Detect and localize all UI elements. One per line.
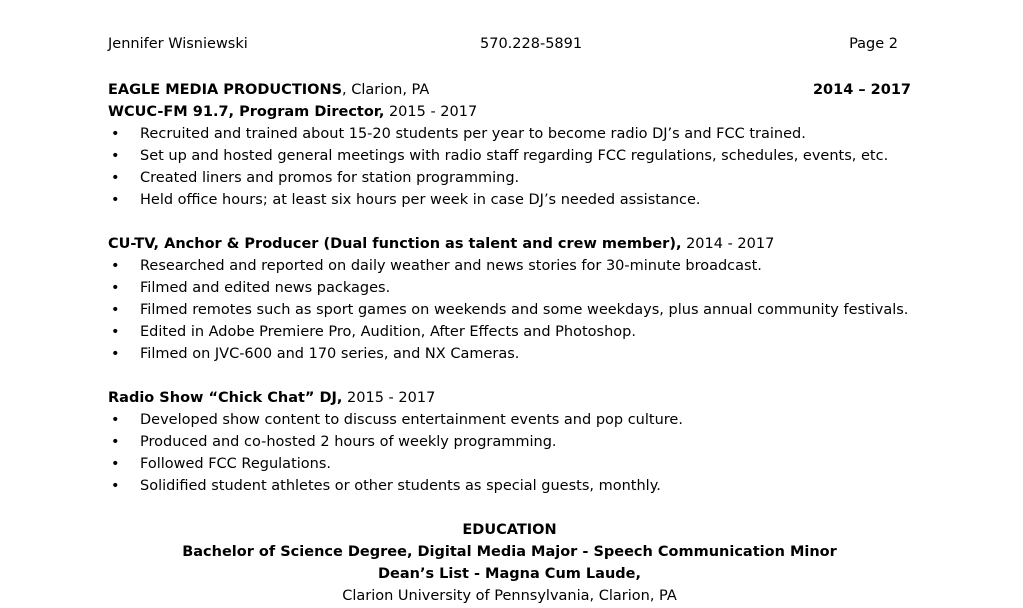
header-name: Jennifer Wisniewski xyxy=(108,36,248,52)
header-phone: 570.228-5891 xyxy=(480,36,583,52)
role-bullet-list xyxy=(108,123,911,211)
role-title: WCUC-FM 91.7, Program Director, xyxy=(108,104,385,120)
bullet-icon: • xyxy=(111,192,120,208)
list-item xyxy=(108,167,911,189)
list-item xyxy=(108,145,911,167)
bullet-text: Edited in Adobe Premiere Pro, Audition, After Effects and Photoshop. xyxy=(140,324,636,340)
list-item xyxy=(108,409,911,431)
bullet-icon: • xyxy=(111,148,120,164)
role-dates: 2015 - 2017 xyxy=(342,390,436,406)
bullet-text: Created liners and promos for station programming. xyxy=(140,170,520,186)
education-honors: Dean’s List - Magna Cum Laude, xyxy=(378,566,641,582)
role-bullet-list xyxy=(108,409,911,497)
bullet-text: Filmed remotes such as sport games on weekends and some weekdays, plus annual community festivals. xyxy=(140,302,909,318)
role-title: CU-TV, Anchor & Producer (Dual function as talent and crew member), xyxy=(108,236,682,252)
bullet-icon: • xyxy=(111,346,120,362)
bullet-icon: • xyxy=(111,412,120,428)
header-page-number: Page 2 xyxy=(849,36,898,52)
bullet-icon: • xyxy=(111,258,120,274)
spacer xyxy=(108,497,911,519)
list-item xyxy=(108,453,911,475)
list-item xyxy=(108,321,911,343)
bullet-text: Set up and hosted general meetings with radio staff regarding FCC regulations, schedules, events, etc. xyxy=(140,148,889,164)
bullet-text: Held office hours; at least six hours per week in case DJ’s needed assistance. xyxy=(140,192,701,208)
role-heading xyxy=(108,387,911,409)
bullet-text: Developed show content to discuss entertainment events and pop culture. xyxy=(140,412,683,428)
bullet-text: Filmed and edited news packages. xyxy=(140,280,391,296)
role-title: Radio Show “Chick Chat” DJ, xyxy=(108,390,343,406)
bullet-text: Followed FCC Regulations. xyxy=(140,456,332,472)
resume-content xyxy=(108,79,911,607)
list-item xyxy=(108,189,911,211)
employer-name: EAGLE MEDIA PRODUCTIONS xyxy=(108,82,343,98)
bullet-icon: • xyxy=(111,324,120,340)
bullet-text: Solidified student athletes or other students as special guests, monthly. xyxy=(140,478,661,494)
role-bullet-list xyxy=(108,255,911,365)
role-heading xyxy=(108,101,911,123)
list-item xyxy=(108,343,911,365)
list-item xyxy=(108,123,911,145)
bullet-text: Researched and reported on daily weather and news stories for 30-minute broadcast. xyxy=(140,258,762,274)
list-item xyxy=(108,475,911,497)
education-degree: Bachelor of Science Degree, Digital Media Major - Speech Communication Minor xyxy=(182,544,837,560)
bullet-icon: • xyxy=(111,170,120,186)
list-item xyxy=(108,277,911,299)
spacer xyxy=(108,365,911,387)
bullet-text: Filmed on JVC-600 and 170 series, and NX Cameras. xyxy=(140,346,520,362)
bullet-icon: • xyxy=(111,456,120,472)
list-item xyxy=(108,299,911,321)
list-item xyxy=(108,431,911,453)
education-school: Clarion University of Pennsylvania, Clarion, PA xyxy=(342,588,677,604)
bullet-icon: • xyxy=(111,302,120,318)
bullet-icon: • xyxy=(111,280,120,296)
bullet-text: Produced and co-hosted 2 hours of weekly programming. xyxy=(140,434,557,450)
employer-line xyxy=(108,79,911,101)
bullet-icon: • xyxy=(111,478,120,494)
education-heading: EDUCATION xyxy=(462,522,557,538)
role-dates: 2015 - 2017 xyxy=(384,104,478,120)
bullet-icon: • xyxy=(111,434,120,450)
employer-location: , Clarion, PA xyxy=(342,82,430,98)
role-heading xyxy=(108,233,911,255)
spacer xyxy=(108,211,911,233)
bullet-icon: • xyxy=(111,126,120,142)
list-item xyxy=(108,255,911,277)
employer-dates: 2014 – 2017 xyxy=(812,82,911,98)
page-header xyxy=(108,36,898,56)
role-dates: 2014 - 2017 xyxy=(681,236,775,252)
bullet-text: Recruited and trained about 15-20 students per year to become radio DJ’s and FCC trained. xyxy=(140,126,806,142)
